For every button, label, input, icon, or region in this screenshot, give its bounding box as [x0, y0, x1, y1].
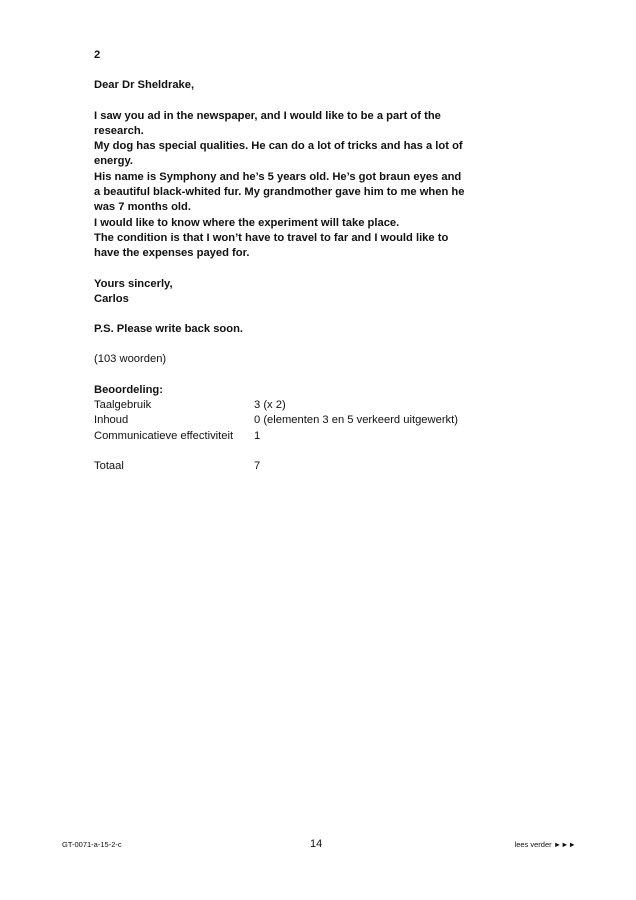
assessment-section — [94, 383, 514, 474]
assessment-row — [94, 413, 514, 428]
spacer — [94, 368, 514, 383]
assessment-row — [94, 429, 514, 444]
body-line: The condition is that I won’t have to travel to far and I would like to — [94, 231, 449, 244]
word-count: (103 woorden) — [94, 353, 167, 366]
assessment-row — [94, 398, 514, 413]
spacer — [94, 307, 514, 322]
body-line: research. — [94, 124, 144, 137]
total-label: Totaal — [94, 459, 124, 472]
assessment-value: 0 (elementen 3 en 5 verkeerd uitgewerkt) — [254, 414, 458, 427]
closing: Yours sincerly, — [94, 277, 173, 290]
assessment-label: Inhoud — [94, 414, 129, 427]
assessment-value: 1 — [254, 429, 261, 442]
assessment-label: Taalgebruik — [94, 399, 152, 412]
spacer — [94, 262, 514, 277]
continue-indicator: lees verder ►►► — [514, 840, 576, 849]
body-line: My dog has special qualities. He can do a lot of tricks and has a lot of — [94, 140, 463, 153]
letter-body — [94, 109, 514, 262]
page-number: 14 — [310, 838, 323, 850]
item-number: 2 — [94, 49, 101, 61]
postscript: P.S. Please write back soon. — [94, 323, 244, 336]
body-line: I would like to know where the experiment will take place. — [94, 216, 400, 229]
spacer — [94, 444, 514, 459]
body-line: His name is Symphony and he’s 5 years old. He’s got braun eyes and — [94, 170, 462, 183]
signature: Carlos — [94, 292, 129, 305]
spacer — [94, 94, 514, 109]
body-line: have the expenses payed for. — [94, 247, 250, 260]
body-line: I saw you ad in the newspaper, and I would like to be a part of the — [94, 109, 441, 122]
body-line: energy. — [94, 155, 133, 168]
total-value: 7 — [254, 459, 261, 472]
letter-content — [94, 48, 514, 474]
spacer — [94, 337, 514, 352]
assessment-title: Beoordeling: — [94, 383, 163, 396]
spacer — [94, 63, 514, 78]
body-line: was 7 months old. — [94, 201, 191, 214]
page-footer — [62, 838, 576, 850]
document-code: GT-0071-a-15-2-c — [62, 840, 122, 849]
assessment-label: Communicatieve effectiviteit — [94, 429, 234, 442]
salutation: Dear Dr Sheldrake, — [94, 79, 195, 92]
assessment-total-row — [94, 459, 514, 474]
assessment-value: 3 (x 2) — [254, 399, 286, 412]
body-line: a beautiful black-whited fur. My grandmother gave him to me when he — [94, 186, 465, 199]
